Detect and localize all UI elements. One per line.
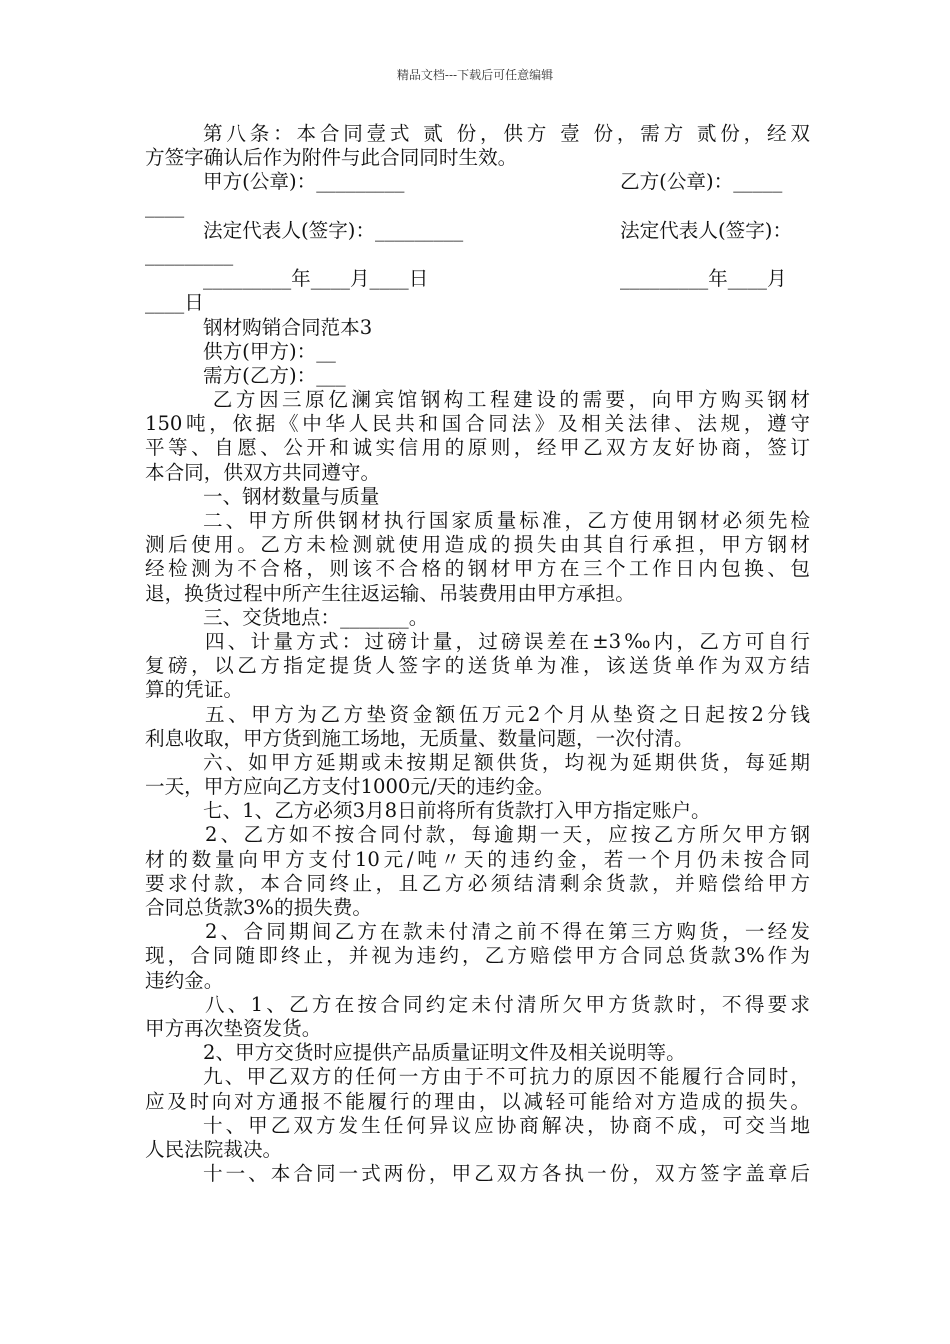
text-line: [145, 582, 810, 606]
line-text: 2、合同期间乙方在款未付清之前不得在第三方购货，一经发: [205, 920, 810, 944]
line-text: 十一、本合同一式两份，甲乙双方各执一份，双方签字盖章后: [203, 1162, 810, 1186]
line-text: 合同总货款3%的损失费。: [145, 896, 373, 919]
line-text: 现，合同随即终止，并视为违约，乙方赔偿甲方合同总货款3%作为: [145, 944, 810, 968]
text-line: [145, 485, 810, 509]
line-text: 经检测为不合格，则该不合格的钢材甲方在三个工作日内包换、包: [145, 557, 810, 581]
line-text: 本合同，供双方共同遵守。: [145, 460, 381, 484]
line-text: 测后使用。乙方未检测就使用造成的损失由其自行承担，甲方钢材: [145, 533, 810, 557]
line-text: 十、甲乙双方发生任何异议应协商解决，协商不成，可交当地: [203, 1113, 810, 1137]
page-header: 精品文档---下载后可任意编辑: [396, 68, 554, 82]
line-text: 违约金。: [145, 968, 224, 992]
text-line: [145, 630, 810, 654]
line-text-right: 法定代表人(签字)：: [620, 218, 793, 242]
text-line: [145, 509, 810, 533]
line-text: 三、交货地点：_______。: [203, 605, 429, 629]
text-line: [145, 1138, 810, 1162]
line-text: 六、如甲方延期或未按期足额供货，均视为延期供货，每延期: [203, 750, 810, 774]
line-text: 一、钢材数量与质量: [203, 484, 380, 508]
line-text-right: 乙方(公章)：_____: [620, 170, 783, 194]
text-line: [145, 775, 810, 799]
text-line: [145, 944, 810, 968]
line-text: 第八条：本合同壹式 贰 份，供方 壹 份，需方 贰份，经双: [203, 122, 810, 145]
line-text: 方签字确认后作为附件与此合同同时生效。: [145, 146, 518, 170]
line-text: 利息收取，甲方货到施工场地，无质量、数量问题，一次付清。: [145, 726, 694, 750]
text-line: [145, 195, 810, 219]
text-line: [145, 654, 810, 678]
text-line: [145, 557, 810, 581]
text-line: [145, 727, 810, 751]
text-line: [145, 436, 810, 460]
line-text: 七、1、乙方必须3月8日前将所有货款打入甲方指定账户。: [203, 799, 711, 823]
line-text: 甲方再次垫资发货。: [145, 1016, 322, 1040]
text-line: [145, 461, 810, 485]
text-line: [145, 388, 810, 412]
line-text: _________: [145, 242, 234, 266]
text-line: [145, 751, 810, 775]
text-line: [145, 243, 810, 267]
text-line: [145, 122, 810, 146]
line-text: 退，换货过程中所产生往返运输、吊装费用由甲方承担。: [145, 581, 635, 605]
line-text: 材的数量向甲方支付10元/吨〃天的违约金，若一个月仍未按合同: [145, 847, 810, 871]
text-line: [145, 219, 810, 243]
text-line: [145, 848, 810, 872]
text-line: [145, 703, 810, 727]
text-line: [145, 533, 810, 557]
line-text: ____日: [145, 291, 204, 315]
line-text: _________年____月____日: [203, 267, 429, 291]
line-text: 人民法院裁决。: [145, 1137, 283, 1161]
line-text: 平等、自愿、公开和诚实信用的原则，经甲乙双方友好协商，签订: [145, 436, 810, 460]
text-line: [145, 1114, 810, 1138]
line-text: 需方(乙方)：___: [203, 363, 346, 387]
text-line: [145, 146, 810, 170]
text-line: [145, 799, 810, 823]
text-line: [145, 678, 810, 702]
line-text: 要求付款，本合同终止，且乙方必须结清剩余货款，并赔偿给甲方: [145, 871, 810, 895]
text-line: [145, 291, 810, 315]
line-text: 甲方(公章)：_________: [203, 170, 405, 194]
line-text: ____: [145, 194, 185, 218]
line-text: 150吨，依据《中华人民共和国合同法》及相关法律、法规，遵守: [145, 412, 810, 436]
document-body: [145, 122, 810, 1186]
line-text: 四、计量方式：过磅计量，过磅误差在±3‰内，乙方可自行: [205, 629, 810, 653]
text-line: [145, 170, 810, 194]
line-text-right: _________年____月: [620, 267, 787, 291]
text-line: [145, 872, 810, 896]
text-line: [145, 896, 810, 920]
line-text: 九、甲乙双方的任何一方由于不可抗力的原因不能履行合同时，: [203, 1065, 810, 1089]
text-line: [145, 606, 810, 630]
text-line: [145, 267, 810, 291]
line-text: 钢材购销合同范本3: [203, 315, 373, 339]
text-line: [145, 993, 810, 1017]
line-text: 2、乙方如不按合同付款，每逾期一天，应按乙方所欠甲方钢: [205, 823, 810, 847]
line-text: 法定代表人(签字)：_________: [203, 218, 464, 242]
text-line: [145, 920, 810, 944]
text-line: [145, 1090, 810, 1114]
text-line: [145, 364, 810, 388]
line-text: 八、1、乙方在按合同约定未付清所欠甲方货款时，不得要求: [205, 992, 810, 1016]
line-text: 复磅，以乙方指定提货人签字的送货单为准，该送货单作为双方结: [145, 654, 810, 678]
text-line: [145, 316, 810, 340]
text-line: [145, 823, 810, 847]
text-line: [145, 1041, 810, 1065]
text-line: [145, 969, 810, 993]
text-line: [145, 1065, 810, 1089]
line-text: 应及时向对方通报不能履行的理由，以减轻可能给对方造成的损失。: [145, 1089, 810, 1113]
text-line: [145, 1162, 810, 1186]
text-line: [145, 340, 810, 364]
text-line: [145, 412, 810, 436]
line-text: 一天，甲方应向乙方支付1000元/天的违约金。: [145, 775, 555, 799]
line-text: 2、甲方交货时应提供产品质量证明文件及相关说明等。: [203, 1041, 686, 1065]
line-text: 供方(甲方)：__: [203, 339, 336, 363]
text-line: [145, 1017, 810, 1041]
line-text: 二、甲方所供钢材执行国家质量标准，乙方使用钢材必须先检: [203, 509, 810, 532]
line-text: 算的凭证。: [145, 678, 243, 702]
line-text: 五、甲方为乙方垫资金额伍万元2个月从垫资之日起按2分钱: [205, 702, 810, 726]
line-text: 乙方因三原亿澜宾馆钢构工程建设的需要，向甲方购买钢材: [203, 388, 810, 412]
